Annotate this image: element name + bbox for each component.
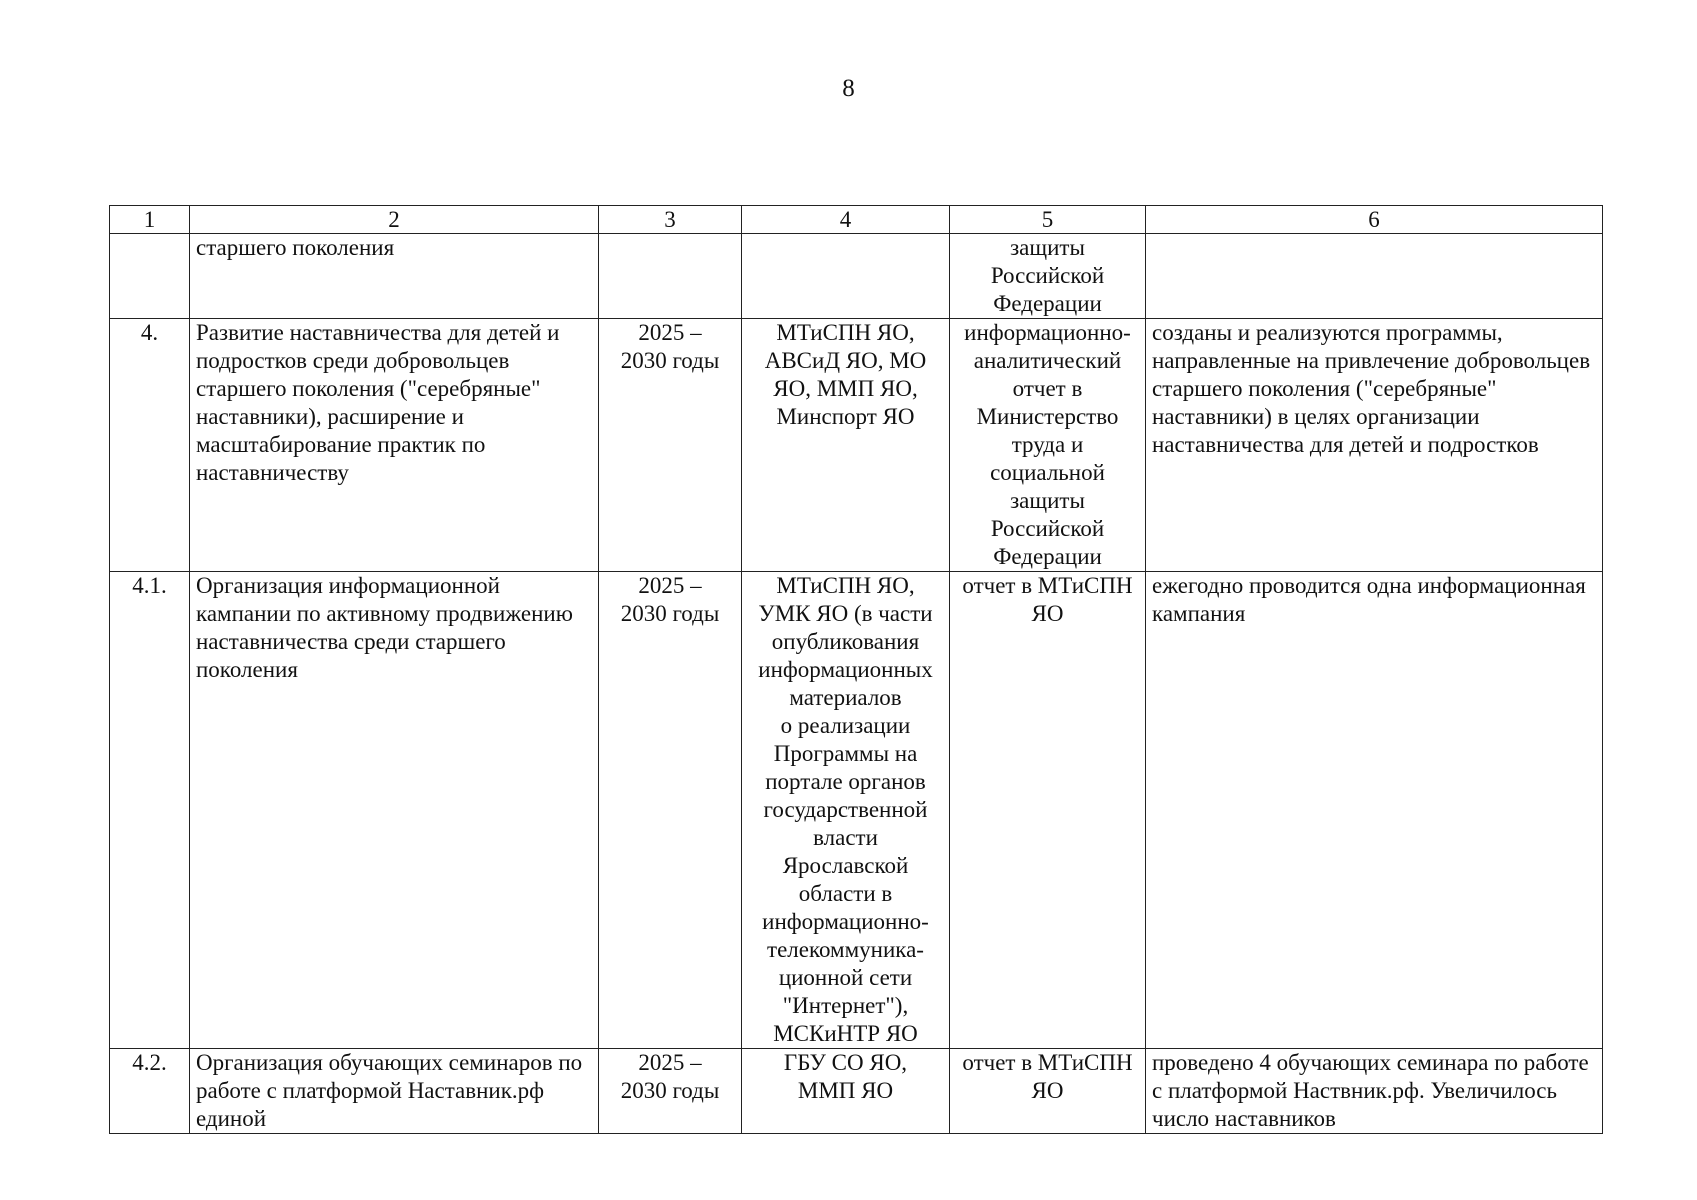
result-form-cell: отчет в МТиСПН ЯО: [950, 572, 1146, 1049]
activity-cell: Организация информационной кампании по активному продвижению наставничества среди старшего поколения: [190, 572, 599, 1049]
table-row: [110, 319, 1603, 572]
executors-cell: МТиСПН ЯО, УМК ЯО (в части опубликования информационных материалов о реализации Программы на портале органов государственной власти Ярославской области в информационно- телекоммуника- ционной сети "Интернет"), МСКиНТР ЯО: [742, 572, 950, 1049]
row-number: 4.: [110, 319, 190, 572]
page-number: 8: [842, 75, 855, 102]
executors-cell: [742, 234, 950, 319]
column-number-header: 2: [190, 206, 599, 234]
activity-cell: Организация обучающих семинаров по работе с платформой Наставник.рф единой: [190, 1049, 599, 1134]
period-cell: 2025 – 2030 годы: [599, 319, 742, 572]
result-cell: [1146, 234, 1603, 319]
result-form-cell: защиты Российской Федерации: [950, 234, 1146, 319]
result-form-cell: отчет в МТиСПН ЯО: [950, 1049, 1146, 1134]
table-row: [110, 234, 1603, 319]
column-number-header: 5: [950, 206, 1146, 234]
period-cell: 2025 – 2030 годы: [599, 1049, 742, 1134]
result-form-cell: информационно- аналитический отчет в Министерство труда и социальной защиты Российской Федерации: [950, 319, 1146, 572]
row-number: [110, 234, 190, 319]
result-cell: ежегодно проводится одна информационная кампания: [1146, 572, 1603, 1049]
result-cell: созданы и реализуются программы, направленные на привлечение добровольцев старшего поколения ("серебряные" наставники) в целях организации наставничества для детей и подростков: [1146, 319, 1603, 572]
row-number: 4.1.: [110, 572, 190, 1049]
activity-cell: старшего поколения: [190, 234, 599, 319]
period-cell: 2025 – 2030 годы: [599, 572, 742, 1049]
column-number-header: 6: [1146, 206, 1603, 234]
column-number-header: 3: [599, 206, 742, 234]
result-cell: проведено 4 обучающих семинара по работе с платформой Наствник.рф. Увеличилось число наставников: [1146, 1049, 1603, 1134]
activity-cell: Развитие наставничества для детей и подростков среди добровольцев старшего поколения ("серебряные" наставники), расширение и масштабирование практик по наставничеству: [190, 319, 599, 572]
period-cell: [599, 234, 742, 319]
row-number: 4.2.: [110, 1049, 190, 1134]
executors-cell: ГБУ СО ЯО, ММП ЯО: [742, 1049, 950, 1134]
executors-cell: МТиСПН ЯО, АВСиД ЯО, МО ЯО, ММП ЯО, Минспорт ЯО: [742, 319, 950, 572]
table-header-row: [110, 206, 1603, 234]
activity-plan-table: [109, 205, 1603, 1134]
table-row: [110, 572, 1603, 1049]
column-number-header: 1: [110, 206, 190, 234]
table-row: [110, 1049, 1603, 1134]
column-number-header: 4: [742, 206, 950, 234]
